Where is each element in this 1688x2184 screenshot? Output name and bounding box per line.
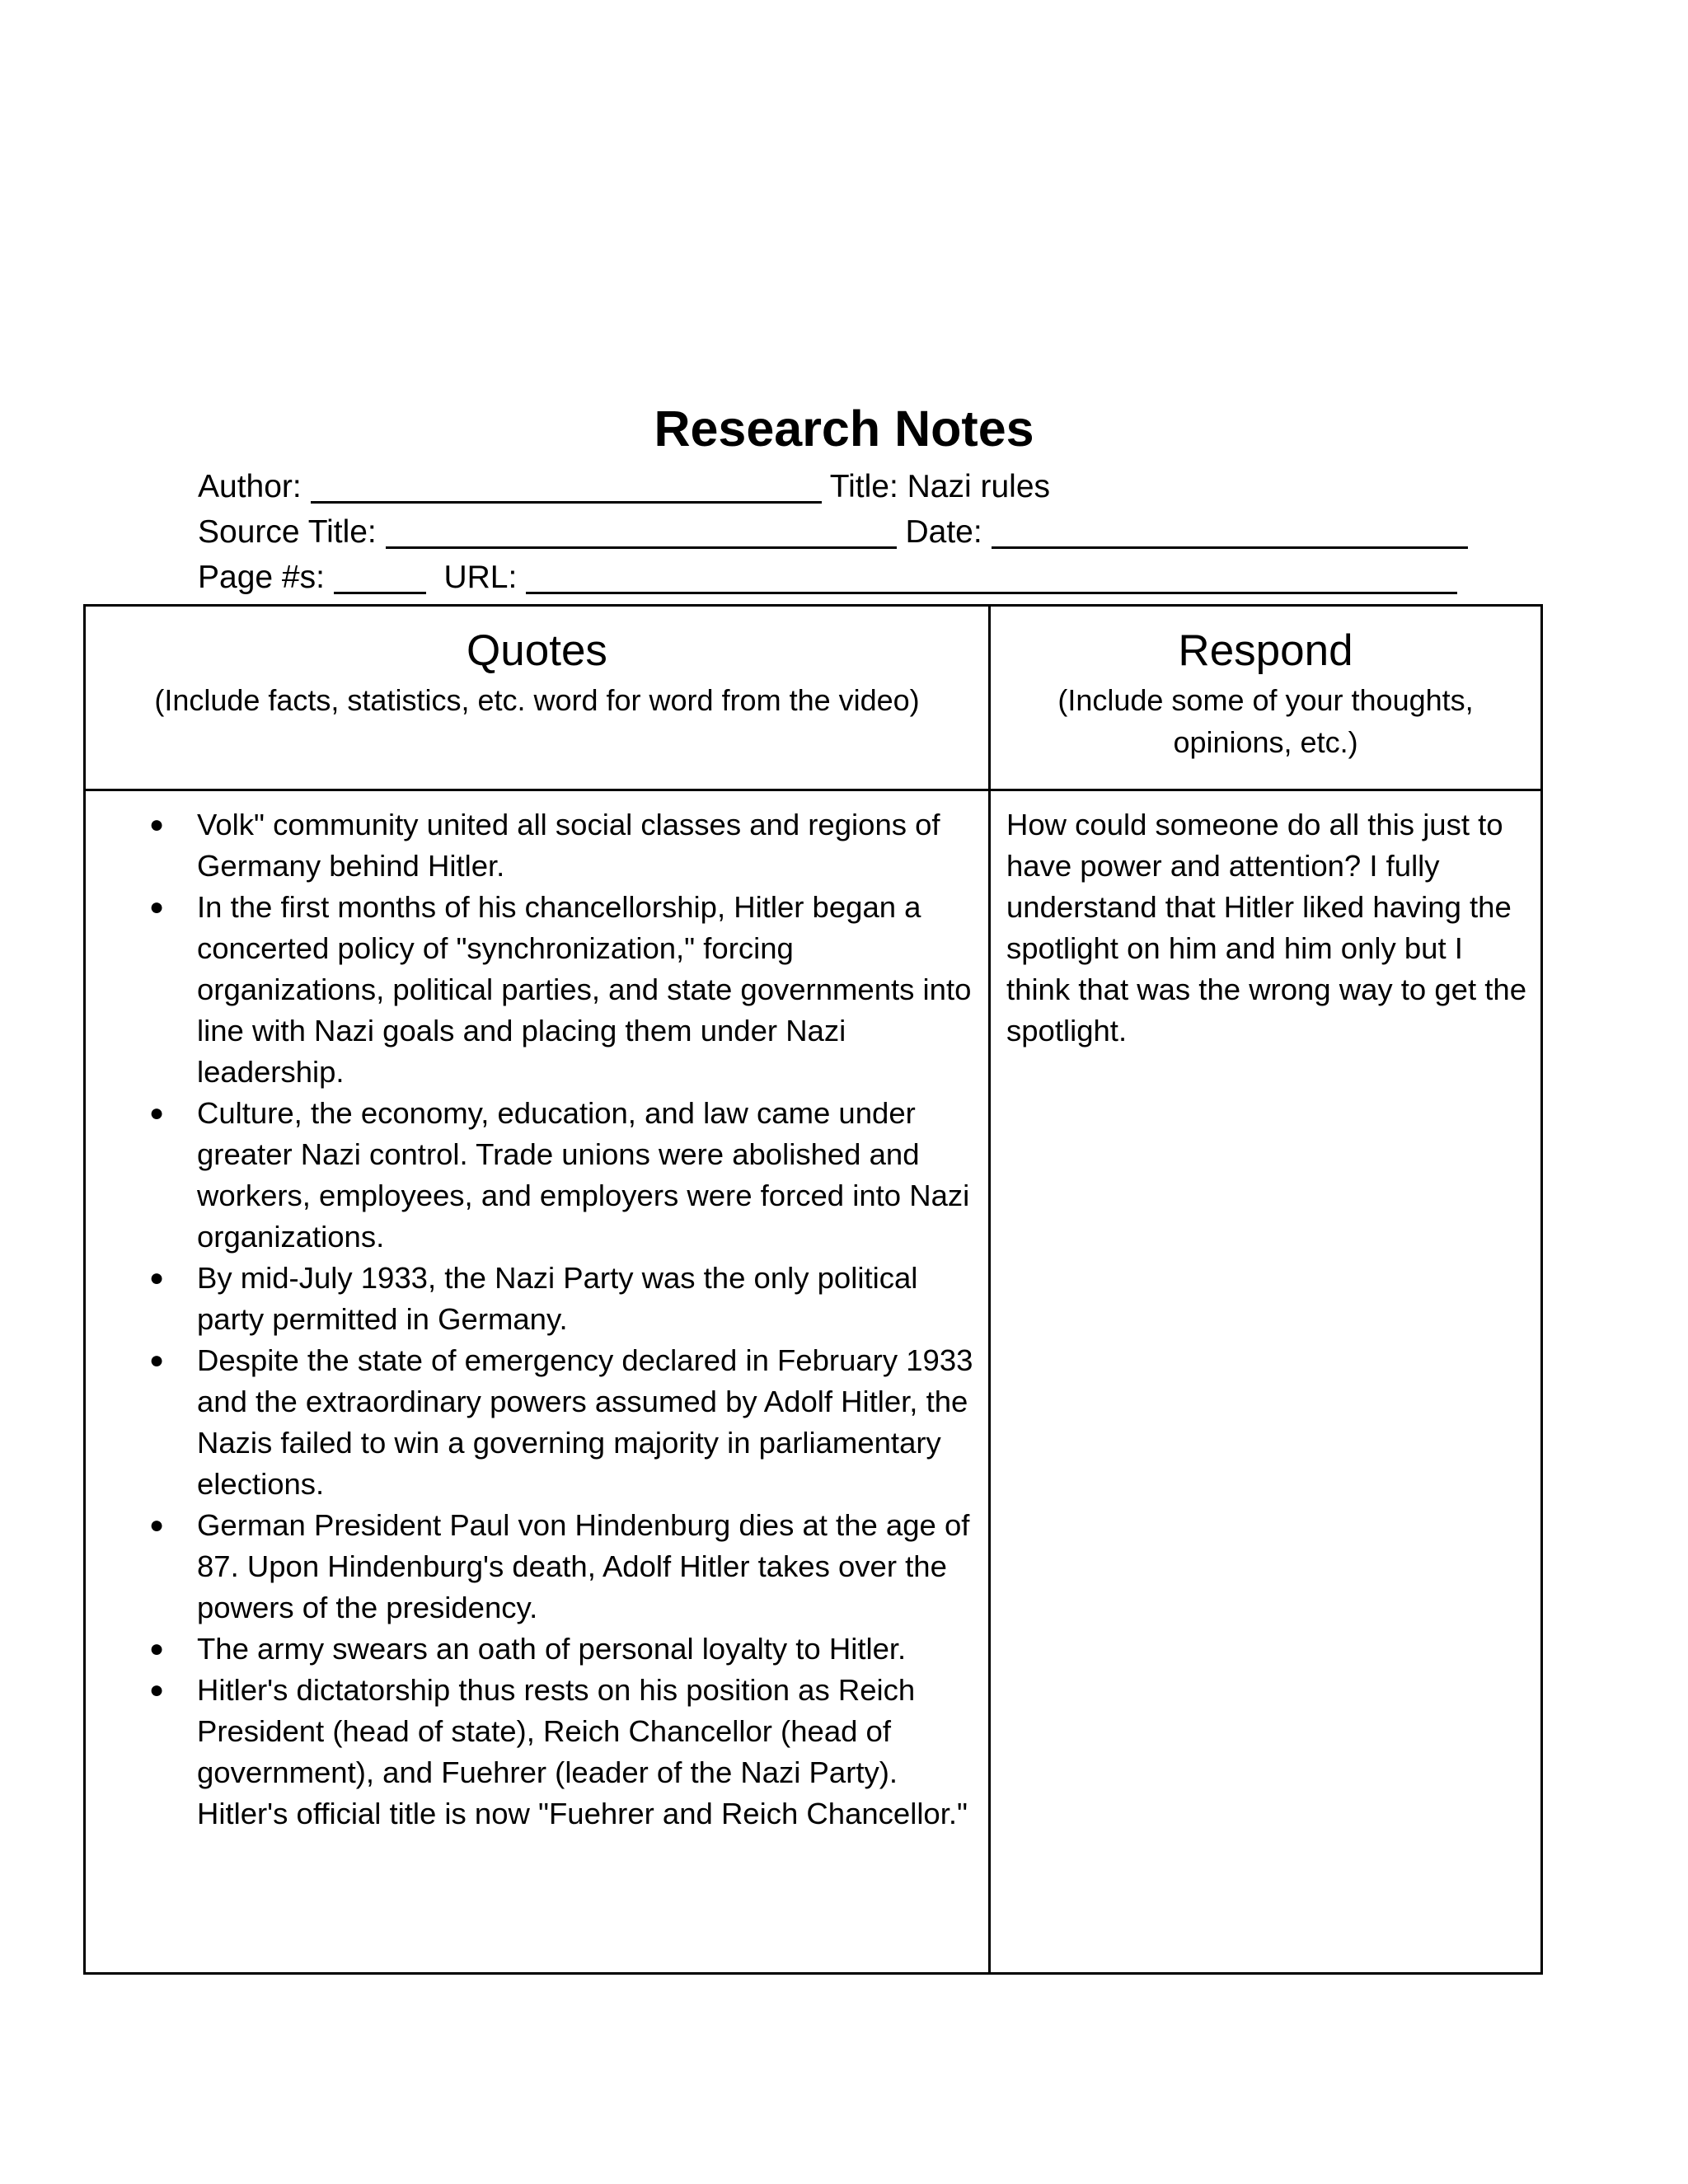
respond-instructions: (Include some of your thoughts, opinions, etc.) [1057,683,1474,759]
quote-item: ● Hitler's dictatorship thus rests on his position as Reich President (head of state), Reich Chancellor (head of government), and Fuehrer (leader of the Nazi Party). Hitler's official title is now "Fuehrer and Reich Chancellor." [86,1670,984,1835]
date-label: Date: [905,514,982,550]
date-field[interactable] [992,513,1468,549]
response-text[interactable]: How could someone do all this just to have power and attention? I fully understand that Hitler liked having the spotlight on him and him only but I think that was the wrong way to get the spotlight. [1006,808,1526,1047]
bullet-icon: ● [149,1511,165,1539]
quote-item: ● Culture, the economy, education, and law came under greater Nazi control. Trade unions were abolished and workers, employees, and employers were forced into Nazi organizations. [86,1093,984,1258]
respond-header-cell [991,623,1540,763]
quotes-list [86,804,988,1835]
source-title-field[interactable] [386,513,897,549]
notes-table [83,604,1543,1975]
author-label: Author: [198,469,302,504]
quote-item: ● By mid-July 1933, the Nazi Party was the only political party permitted in Germany. [86,1258,984,1340]
bullet-icon: ● [149,1347,165,1374]
quote-item: ● German President Paul von Hindenburg dies at the age of 87. Upon Hindenburg's death, Adolf Hitler takes over the powers of the presidency. [86,1505,984,1629]
pages-label: Page #s: [198,560,325,595]
page-title: Research Notes [654,401,1034,457]
quote-item: ● Despite the state of emergency declared in February 1933 and the extraordinary powers assumed by Adolf Hitler, the Nazis failed to win a governing majority in parliamentary elections. [86,1340,984,1505]
quote-item: ● In the first months of his chancellorship, Hitler began a concerted policy of "synchronization," forcing organizations, political parties, and state governments into line with Nazi goals and placing them under Nazi leadership. [86,887,984,1093]
quotes-cell[interactable] [86,804,988,1835]
bullet-icon: ● [149,811,165,838]
respond-header: Respond [1178,626,1353,675]
bullet-icon: ● [149,893,165,921]
header-divider [86,789,1540,791]
bullet-icon: ● [149,1099,165,1127]
bullet-icon: ● [149,1676,165,1704]
column-divider [988,607,991,1972]
quote-item: ● The army swears an oath of personal loyalty to Hitler. [86,1629,984,1670]
bullet-icon: ● [149,1264,165,1291]
url-field[interactable] [526,559,1457,594]
author-line [198,466,1050,508]
pages-field[interactable] [334,559,426,594]
page-url-line [198,557,1457,598]
quotes-header-cell [86,623,988,721]
author-field[interactable] [311,468,822,504]
quotes-header: Quotes [467,626,607,675]
quotes-instructions: (Include facts, statistics, etc. word for word from the video) [154,683,920,717]
source-title-label: Source Title: [198,514,377,550]
quote-item: ● Volk" community united all social classes and regions of Germany behind Hitler. [86,804,984,887]
source-line [198,512,1468,553]
url-label: URL: [443,560,518,595]
title-label: Title: Nazi rules [829,469,1051,504]
bullet-icon: ● [149,1635,165,1662]
